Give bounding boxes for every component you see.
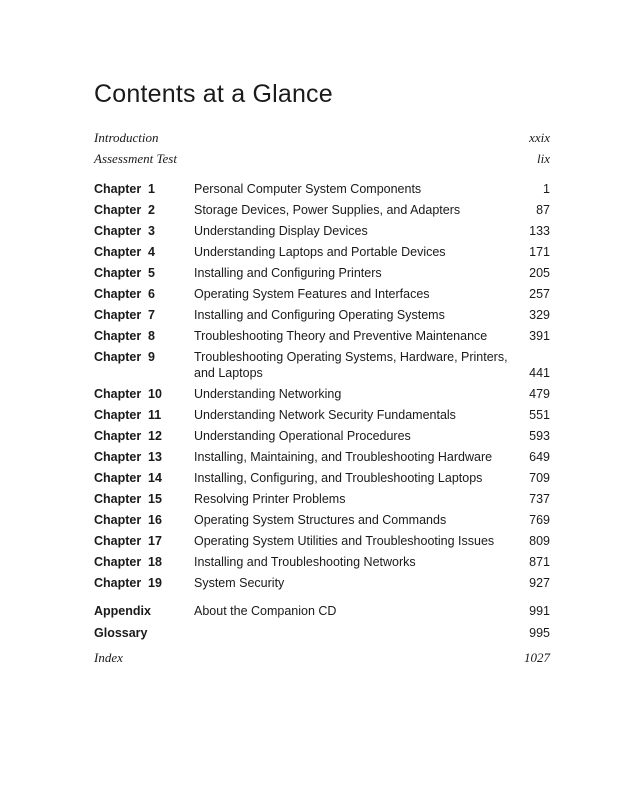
- glossary-page: 995: [529, 626, 550, 640]
- chapter-title: Understanding Laptops and Portable Devices: [194, 245, 446, 259]
- chapter-title: Storage Devices, Power Supplies, and Adapters: [194, 203, 461, 217]
- chapter-page: 441: [529, 366, 550, 380]
- chapter-page: 391: [529, 329, 550, 343]
- chapter-title: Understanding Display Devices: [194, 224, 368, 238]
- chapter-label: Chapter: [94, 534, 142, 548]
- entry-page: xxix: [529, 130, 550, 145]
- chapter-page: 737: [529, 492, 550, 506]
- chapter-page: 709: [529, 471, 550, 485]
- chapter-title: Installing, Configuring, and Troubleshooting Laptops: [194, 471, 483, 485]
- chapter-number: 15: [148, 492, 162, 506]
- chapter-number: 8: [148, 329, 155, 343]
- chapter-label: Chapter: [94, 492, 142, 506]
- chapter-title: Operating System Utilities and Troubleshooting Issues: [194, 534, 495, 548]
- chapter-number: 11: [148, 408, 162, 422]
- chapter-label: Chapter: [94, 203, 142, 217]
- chapter-label: Chapter: [94, 429, 142, 443]
- chapter-label: Chapter: [94, 224, 142, 238]
- chapter-title: Understanding Networking: [194, 387, 342, 401]
- chapter-page: 593: [529, 429, 550, 443]
- chapter-number: 18: [148, 555, 162, 569]
- appendix-title: About the Companion CD: [194, 604, 337, 618]
- chapter-page: 927: [529, 576, 550, 590]
- chapter-number: 19: [148, 576, 162, 590]
- chapter-page: 479: [529, 387, 550, 401]
- chapter-label: Chapter: [94, 555, 142, 569]
- chapter-number: 3: [148, 224, 155, 238]
- chapter-page: 257: [529, 287, 550, 301]
- entry-page: lix: [537, 151, 550, 166]
- chapter-title: Operating System Features and Interfaces: [194, 287, 430, 301]
- chapter-title: Installing and Troubleshooting Networks: [194, 555, 416, 569]
- chapter-label: Chapter: [94, 450, 142, 464]
- chapter-number: 1: [148, 182, 155, 196]
- chapter-title: Troubleshooting Operating Systems, Hardware, Printers, and Laptops: [194, 350, 508, 380]
- chapter-title: Installing, Maintaining, and Troubleshooting Hardware: [194, 450, 493, 464]
- chapter-title: Personal Computer System Components: [194, 182, 422, 196]
- chapter-page: 649: [529, 450, 550, 464]
- chapter-label: Chapter: [94, 387, 142, 401]
- chapter-title: Understanding Operational Procedures: [194, 429, 411, 443]
- chapter-page: 171: [529, 245, 550, 259]
- chapter-number: 5: [148, 266, 155, 280]
- chapter-page: 551: [529, 408, 550, 422]
- glossary-label: Glossary: [94, 626, 148, 640]
- chapter-label: Chapter: [94, 408, 142, 422]
- chapter-title: Installing and Configuring Operating Systems: [194, 308, 445, 322]
- chapter-number: 7: [148, 308, 155, 322]
- chapter-number: 16: [148, 513, 162, 527]
- entry-label: Introduction: [94, 130, 159, 145]
- index-label: Index: [94, 650, 123, 665]
- chapter-title: Installing and Configuring Printers: [194, 266, 382, 280]
- chapter-title: Operating System Structures and Commands: [194, 513, 447, 527]
- chapter-page: 809: [529, 534, 550, 548]
- chapter-page: 133: [529, 224, 550, 238]
- chapter-number: 17: [148, 534, 162, 548]
- index-page: 1027: [524, 650, 550, 665]
- chapter-number: 13: [148, 450, 162, 464]
- chapter-number: 10: [148, 387, 162, 401]
- chapter-page: 87: [536, 203, 550, 217]
- chapter-page: 205: [529, 266, 550, 280]
- chapter-label: Chapter: [94, 308, 142, 322]
- chapter-title: Resolving Printer Problems: [194, 492, 346, 506]
- chapter-label: Chapter: [94, 576, 142, 590]
- appendix-label: Appendix: [94, 604, 151, 618]
- appendix-page: 991: [529, 604, 550, 618]
- chapter-page: 871: [529, 555, 550, 569]
- chapter-label: Chapter: [94, 350, 142, 364]
- chapter-label: Chapter: [94, 471, 142, 485]
- chapter-number: 6: [148, 287, 155, 301]
- chapter-title: Troubleshooting Theory and Preventive Maintenance: [194, 329, 488, 343]
- chapter-label: Chapter: [94, 266, 142, 280]
- chapter-label: Chapter: [94, 245, 142, 259]
- chapter-number: 12: [148, 429, 162, 443]
- page-title: Contents at a Glance: [94, 80, 333, 108]
- chapter-title: Understanding Network Security Fundamentals: [194, 408, 456, 422]
- chapter-page: 329: [529, 308, 550, 322]
- chapter-page: 769: [529, 513, 550, 527]
- chapter-label: Chapter: [94, 287, 142, 301]
- chapter-page: 1: [543, 182, 550, 196]
- chapter-label: Chapter: [94, 182, 142, 196]
- chapter-number: 4: [148, 245, 155, 259]
- chapter-label: Chapter: [94, 513, 142, 527]
- chapter-label: Chapter: [94, 329, 142, 343]
- entry-label: Assessment Test: [94, 151, 177, 166]
- chapter-number: 9: [148, 350, 155, 364]
- chapter-title: System Security: [194, 576, 285, 590]
- chapter-number: 2: [148, 203, 155, 217]
- chapter-number: 14: [148, 471, 162, 485]
